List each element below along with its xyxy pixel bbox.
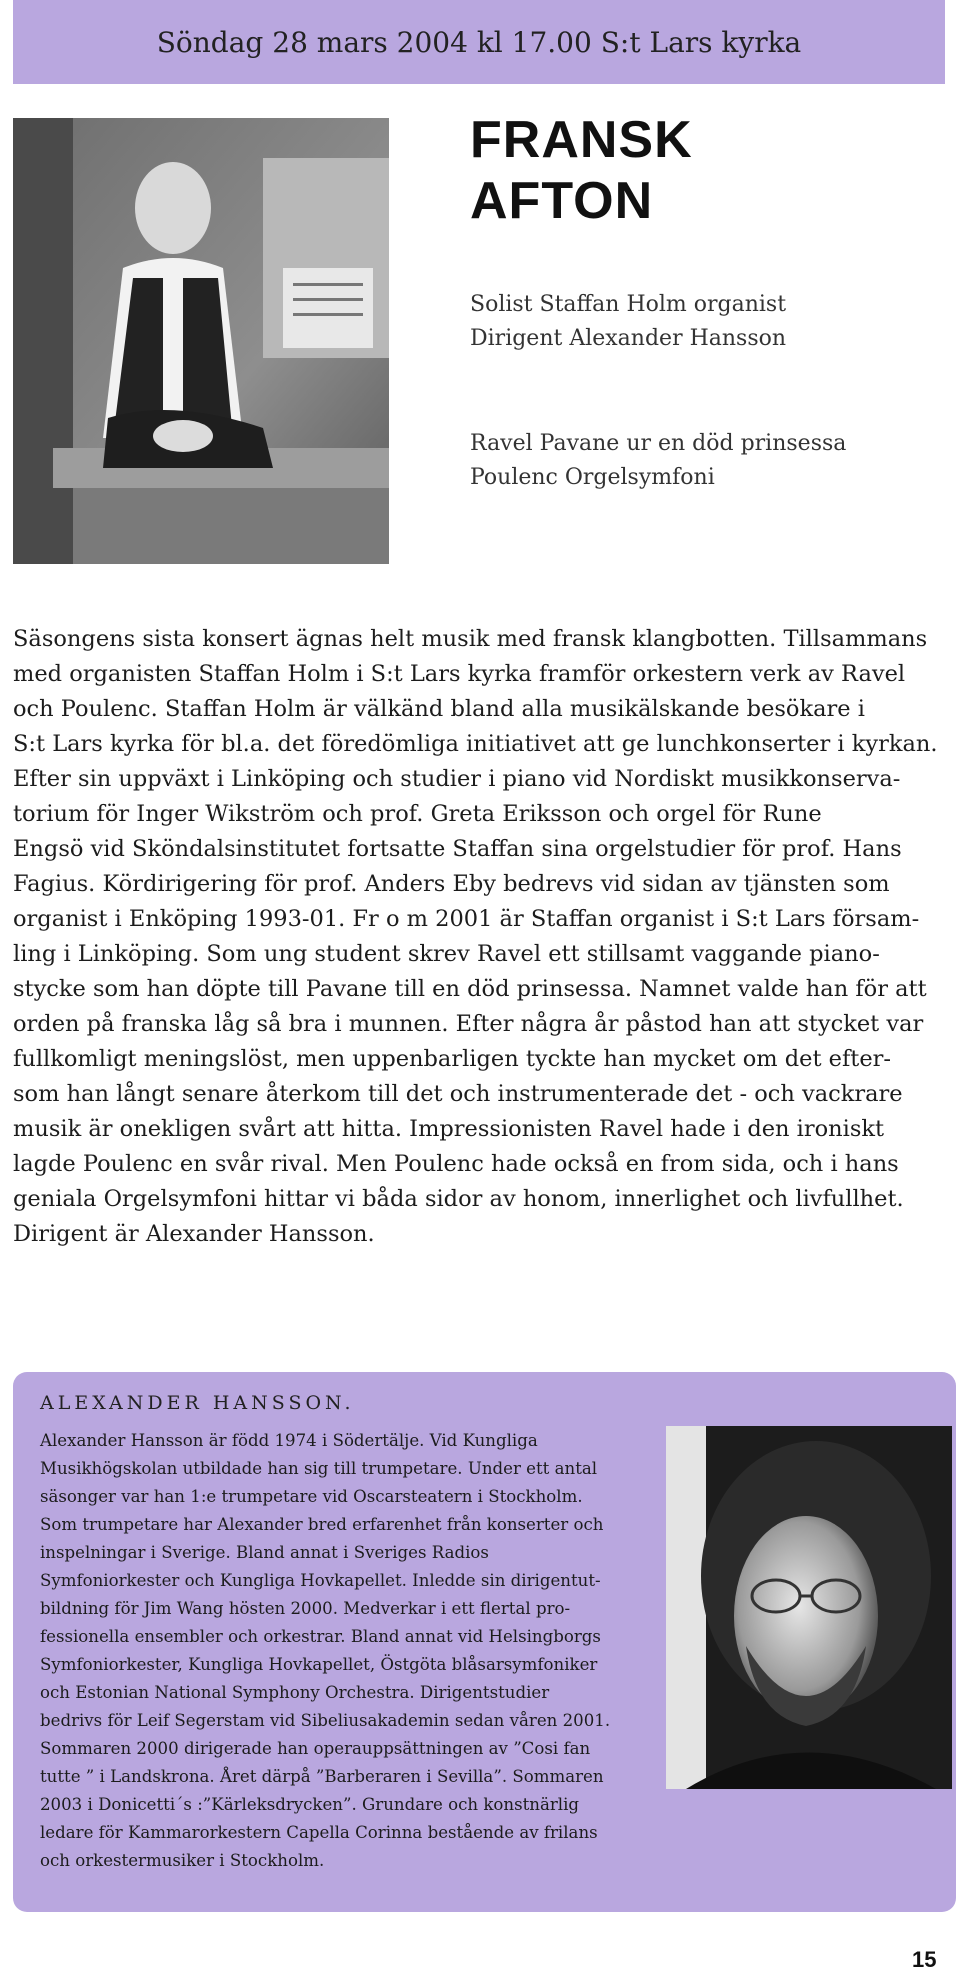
bio-line: bedrivs för Leif Segerstam vid Sibeliusakademin sedan våren 2001. [40, 1711, 611, 1730]
bio-line: ledare för Kammarorkestern Capella Corinna bestående av frilans [40, 1823, 598, 1842]
body-line: Efter sin uppväxt i Linköping och studier i piano vid Nordiskt musikkonserva- [13, 766, 901, 792]
body-line: orden på franska låg så bra i munnen. Efter några år påstod han att stycket var [13, 1011, 924, 1037]
bio-line: och orkestermusiker i Stockholm. [40, 1851, 325, 1870]
organist-photo-image [13, 118, 389, 564]
date-banner-text: Söndag 28 mars 2004 kl 17.00 S:t Lars kyrka [156, 25, 802, 59]
body-line: med organisten Staffan Holm i S:t Lars kyrka framför orkestern verk av Ravel [13, 661, 906, 687]
body-line: Dirigent är Alexander Hansson. [13, 1221, 375, 1247]
title-line-2: AFTON [470, 171, 654, 230]
performer-credits [470, 288, 786, 356]
article-body [13, 622, 947, 1252]
body-line: torium för Inger Wikström och prof. Greta Eriksson och orgel för Rune [13, 801, 822, 827]
bio-line: inspelningar i Sverige. Bland annat i Sveriges Radios [40, 1543, 489, 1562]
body-line: fullkomligt meningslöst, men uppenbarligen tyckte han mycket om det efter- [13, 1046, 891, 1072]
organist-photo [13, 118, 389, 564]
body-line: geniala Orgelsymfoni hittar vi båda sidor av honom, innerlighet och livfullhet. [13, 1186, 904, 1212]
concert-title [470, 110, 693, 232]
program-item: Poulenc Orgelsymfoni [470, 465, 715, 491]
body-line: organist i Enköping 1993-01. Fr o m 2001 är Staffan organist i S:t Lars försam- [13, 906, 920, 932]
bio-line: och Estonian National Symphony Orchestra. Dirigentstudier [40, 1683, 550, 1702]
bio-text [40, 1427, 640, 1875]
body-line: Säsongens sista konsert ägnas helt musik med fransk klangbotten. Tillsammans [13, 626, 928, 652]
bio-line: säsonger var han 1:e trumpetare vid Oscarsteatern i Stockholm. [40, 1487, 583, 1506]
body-line: och Poulenc. Staffan Holm är välkänd bland alla musikälskande besökare i [13, 696, 865, 722]
body-line: S:t Lars kyrka för bl.a. det föredömliga initiativet att ge lunchkonserter i kyrkan. [13, 731, 938, 757]
body-line: lagde Poulenc en svår rival. Men Poulenc hade också en from sida, och i hans [13, 1151, 899, 1177]
bio-line: 2003 i Donicetti´s :”Kärleksdrycken”. Grundare och konstnärlig [40, 1795, 580, 1814]
body-line: Engsö vid Sköndalsinstitutet fortsatte Staffan sina orgelstudier för prof. Hans [13, 836, 902, 862]
bio-line: Symfoniorkester och Kungliga Hovkapellet. Inledde sin dirigentut- [40, 1571, 601, 1590]
bio-line: Musikhögskolan utbildade han sig till trumpetare. Under ett antal [40, 1459, 598, 1478]
bio-line: fessionella ensembler och orkestrar. Bland annat vid Helsingborgs [40, 1627, 601, 1646]
bio-heading: ALEXANDER HANSSON. [40, 1392, 355, 1414]
date-banner [13, 0, 945, 84]
page-number: 15 [912, 1947, 937, 1972]
bio-line: tutte ” i Landskrona. Året därpå ”Barberaren i Sevilla”. Sommaren [40, 1767, 604, 1786]
body-line: Fagius. Kördirigering för prof. Anders Eby bedrevs vid sidan av tjänsten som [13, 871, 890, 897]
conductor-bio-box [13, 1372, 956, 1912]
program-item: Ravel Pavane ur en död prinsessa [470, 431, 847, 456]
body-line: stycke som han döpte till Pavane till en död prinsessa. Namnet valde han för att [13, 976, 927, 1002]
bio-line: Symfoniorkester, Kungliga Hovkapellet, Östgöta blåsarsymfoniker [40, 1655, 598, 1674]
conductor-photo-image [666, 1426, 952, 1789]
body-line: ling i Linköping. Som ung student skrev Ravel ett stillsamt vaggande piano- [13, 941, 880, 967]
conductor-photo [666, 1426, 952, 1789]
body-line: som han långt senare återkom till det och instrumenterade det - och vackrare [13, 1081, 903, 1107]
bio-line: Alexander Hansson är född 1974 i Södertälje. Vid Kungliga [40, 1431, 538, 1450]
soloist-credit: Solist Staffan Holm organist [470, 292, 787, 317]
bio-line: Som trumpetare har Alexander bred erfarenhet från konserter och [40, 1515, 604, 1534]
conductor-credit: Dirigent Alexander Hansson [470, 326, 787, 352]
program-list [470, 427, 846, 495]
bio-line: bildning för Jim Wang hösten 2000. Medverkar i ett flertal pro- [40, 1599, 571, 1618]
title-line-1: FRANSK [470, 111, 693, 169]
body-line: musik är onekligen svårt att hitta. Impressionisten Ravel hade i den ironiskt [13, 1116, 885, 1142]
bio-line: Sommaren 2000 dirigerade han operauppsättningen av ”Cosi fan [40, 1739, 591, 1758]
